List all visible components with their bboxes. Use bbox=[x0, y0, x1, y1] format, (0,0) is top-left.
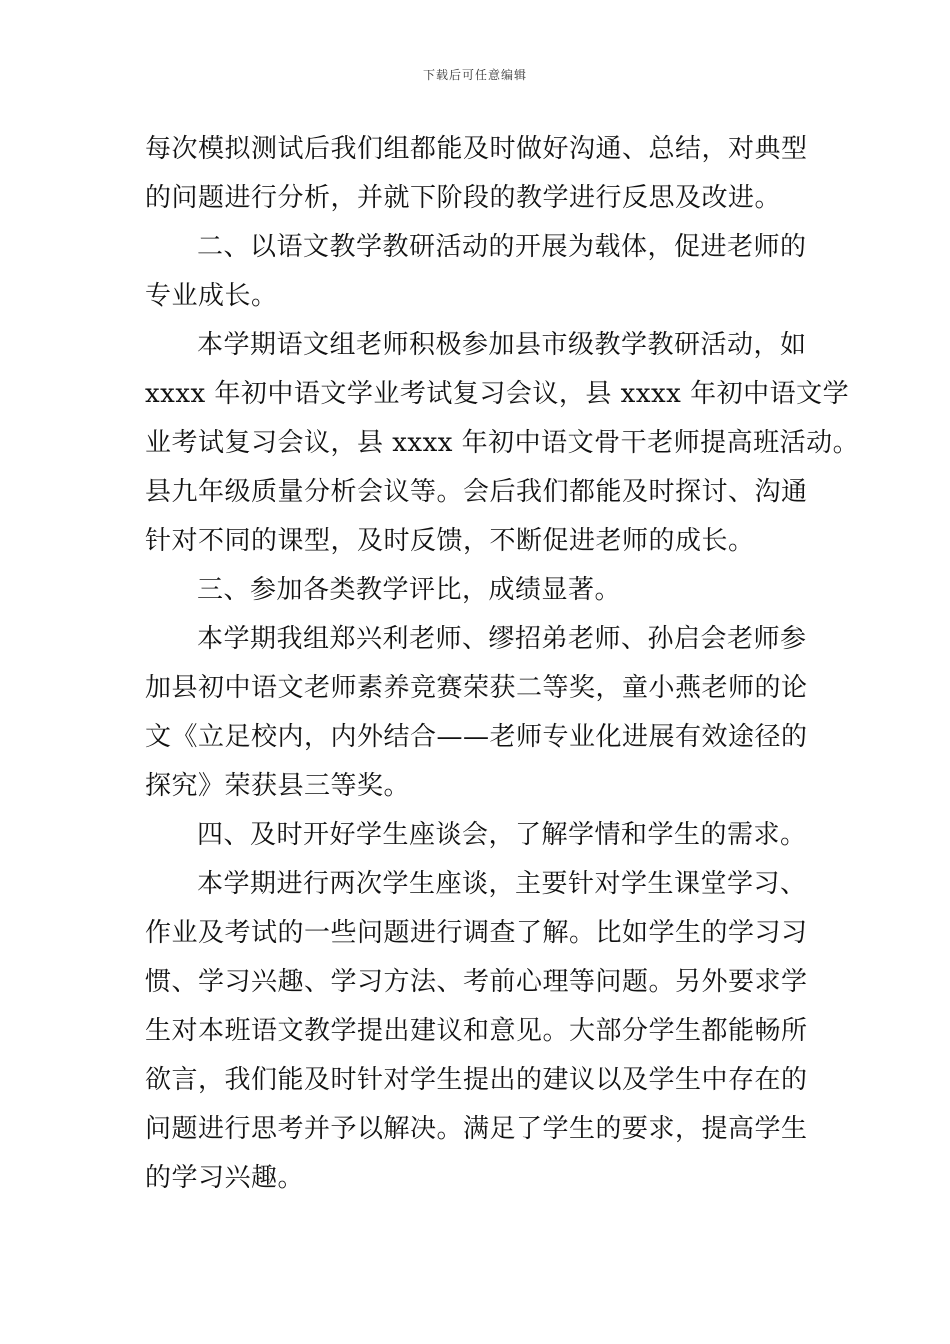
text-line: 探究》荣获县三等奖。 bbox=[145, 771, 411, 801]
paragraph-start: 本学期语文组老师积极参加县市级教学教研活动，如 bbox=[197, 330, 807, 360]
text-line: 针对不同的课型，及时反馈，不断促进老师的成长。 bbox=[145, 526, 755, 556]
text-line: 每次模拟测试后我们组都能及时做好沟通、总结，对典型 bbox=[145, 134, 808, 164]
section-heading: 三、参加各类教学评比，成绩显著。 bbox=[197, 575, 622, 605]
paragraph-start: 本学期我组郑兴利老师、缪招弟老师、孙启会老师参 bbox=[197, 624, 807, 654]
text-line: 县九年级质量分析会议等。会后我们都能及时探讨、沟通 bbox=[145, 477, 808, 507]
section-heading: 四、及时开好学生座谈会，了解学情和学生的需求。 bbox=[197, 820, 807, 850]
text-line: 业考试复习会议，县 xxxx 年初中语文骨干老师提高班活动。 bbox=[145, 428, 860, 458]
text-line: 的问题进行分析，并就下阶段的教学进行反思及改进。 bbox=[145, 183, 782, 213]
section-heading: 二、以语文教学教研活动的开展为载体，促进老师的 bbox=[197, 232, 807, 262]
text-line: 专业成长。 bbox=[145, 281, 278, 311]
text-line: 惯、学习兴趣、学习方法、考前心理等问题。另外要求学 bbox=[145, 967, 808, 997]
text-line: 的学习兴趣。 bbox=[145, 1163, 305, 1193]
text-line: 问题进行思考并予以解决。满足了学生的要求，提高学生 bbox=[145, 1114, 808, 1144]
paragraph-start: 本学期进行两次学生座谈，主要针对学生课堂学习、 bbox=[197, 869, 807, 899]
text-line: 生对本班语文教学提出建议和意见。大部分学生都能畅所 bbox=[145, 1016, 808, 1046]
text-line: 作业及考试的一些问题进行调查了解。比如学生的学习习 bbox=[145, 918, 808, 948]
document-body bbox=[145, 125, 860, 1203]
page-header: 下载后可任意编辑 bbox=[422, 68, 527, 82]
text-line: xxxx 年初中语文学业考试复习会议，县 xxxx 年初中语文学 bbox=[145, 379, 850, 409]
text-line: 文《立足校内，内外结合——老师专业化进展有效途径的 bbox=[145, 722, 808, 752]
text-line: 欲言，我们能及时针对学生提出的建议以及学生中存在的 bbox=[145, 1065, 808, 1095]
text-line: 加县初中语文老师素养竞赛荣获二等奖，童小燕老师的论 bbox=[145, 673, 808, 703]
